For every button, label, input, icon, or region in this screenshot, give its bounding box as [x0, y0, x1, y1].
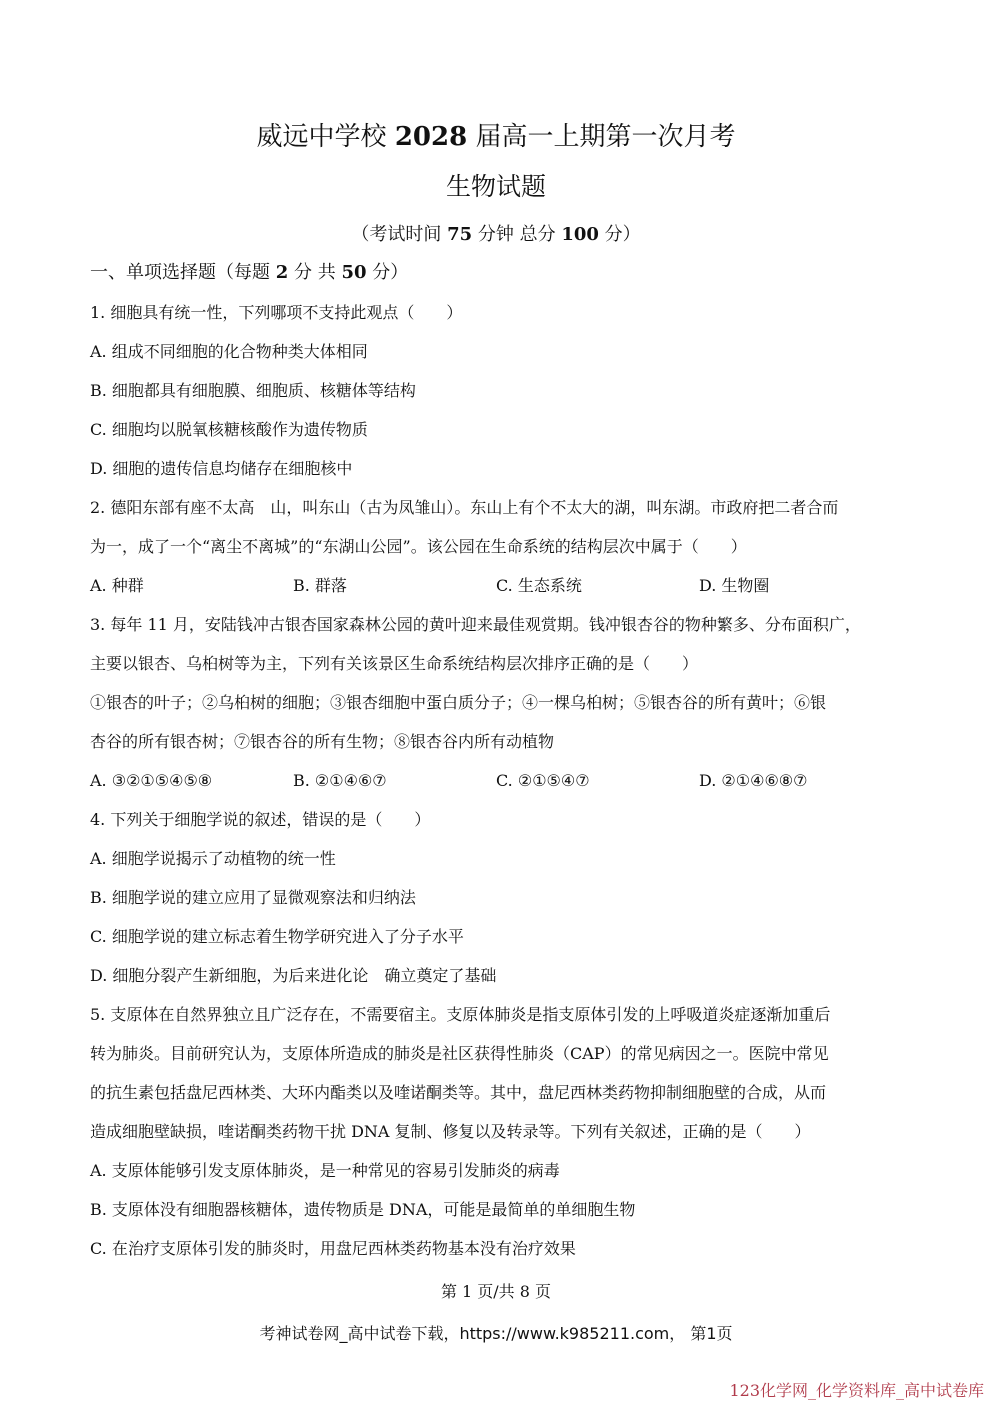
exam-info: （考试时间 75 分钟 总分 100 分）: [351, 224, 641, 245]
text-line: 杏谷的所有银杏树；⑦银杏谷的所有生物；⑧银杏谷内所有动植物: [90, 732, 555, 751]
text-line: 的抗生素包括盘尼西林类、大环内酯类以及喹诺酮类等。其中，盘尼西林类药物抑制细胞壁的合成，从而: [90, 1083, 827, 1102]
text-line: 为一，成了一个“离尘不离城”的“东湖山公园”。该公园在生命系统的结构层次中属于（ ）: [90, 537, 747, 556]
option: D. ②①④⑥⑧⑦: [699, 771, 808, 790]
option: B. 群落: [293, 576, 347, 595]
text-line: B. 支原体没有细胞器核糖体，遗传物质是 DNA，可能是最简单的单细胞生物: [90, 1200, 636, 1219]
text-line: 3. 每年 11 月，安陆钱冲古银杏国家森林公园的黄叶迎来最佳观赏期。钱冲银杏谷的物种繁多、分布面积广，: [90, 615, 861, 634]
text-line: A. 支原体能够引发支原体肺炎，是一种常见的容易引发肺炎的病毒: [90, 1161, 560, 1180]
text-line: A. 细胞学说揭示了动植物的统一性: [90, 849, 336, 868]
text-line: 5. 支原体在自然界独立且广泛存在，不需要宿主。支原体肺炎是指支原体引发的上呼吸道炎症逐渐加重后: [90, 1005, 831, 1024]
text-line: 造成细胞壁缺损，喹诺酮类药物干扰 DNA 复制、修复以及转录等。下列有关叙述，正确的是（ ）: [90, 1122, 811, 1141]
text-line: 4. 下列关于细胞学说的叙述，错误的是（ ）: [90, 810, 431, 829]
text-line: D. 细胞的遗传信息均储存在细胞核中: [90, 459, 353, 478]
text-line: A. 组成不同细胞的化合物种类大体相同: [90, 342, 368, 361]
section-heading: 一、单项选择题（每题 2 分 共 50 分）: [90, 262, 409, 283]
text-line: 2. 德阳东部有座不太高 山，叫东山（古为凤雏山）。东山上有个不太大的湖，叫东湖。市政府把二者合而: [90, 498, 839, 517]
exam-title: 威远中学校 2028 届高一上期第一次月考: [256, 122, 736, 152]
text-line: C. 细胞学说的建立标志着生物学研究进入了分子水平: [90, 927, 464, 946]
option: D. 生物圈: [699, 576, 770, 595]
option: A. 种群: [90, 576, 144, 595]
option: A. ③②①⑤④⑤⑧: [90, 771, 213, 790]
text-line: C. 细胞均以脱氧核糖核酸作为遗传物质: [90, 420, 368, 439]
q2-options: [90, 566, 920, 605]
text-line: 主要以银杏、乌桕树等为主，下列有关该景区生命系统结构层次排序正确的是（ ）: [90, 654, 699, 673]
text-line: D. 细胞分裂产生新细胞，为后来进化论 确立奠定了基础: [90, 966, 497, 985]
exam-subtitle: 生物试题: [445, 172, 546, 201]
watermark: 123化学网_化学资料库_高中试卷库: [729, 1381, 984, 1400]
text-line: C. 在治疗支原体引发的肺炎时，用盘尼西林类药物基本没有治疗效果: [90, 1239, 576, 1258]
text-line: 转为肺炎。目前研究认为，支原体所造成的肺炎是社区获得性肺炎（CAP）的常见病因之一。医院中常见: [90, 1044, 829, 1063]
text-line: B. 细胞学说的建立应用了显微观察法和归纳法: [90, 888, 416, 907]
questions: [90, 293, 920, 1268]
text-line: 1. 细胞具有统一性，下列哪项不支持此观点（ ）: [90, 303, 463, 322]
option: C. ②①⑤④⑦: [496, 771, 590, 790]
text-line: B. 细胞都具有细胞膜、细胞质、核糖体等结构: [90, 381, 416, 400]
source-line: 考神试卷网_高中试卷下载，https://www.k985211.com， 第1页: [259, 1324, 733, 1343]
option: C. 生态系统: [496, 576, 582, 595]
text-line: ①银杏的叶子；②乌桕树的细胞；③银杏细胞中蛋白质分子；④一棵乌桕树；⑤银杏谷的所有黄叶；⑥银: [90, 693, 827, 712]
page-number: 第 1 页/共 8 页: [440, 1282, 552, 1301]
option: B. ②①④⑥⑦: [293, 771, 387, 790]
q3-options: [90, 761, 920, 800]
